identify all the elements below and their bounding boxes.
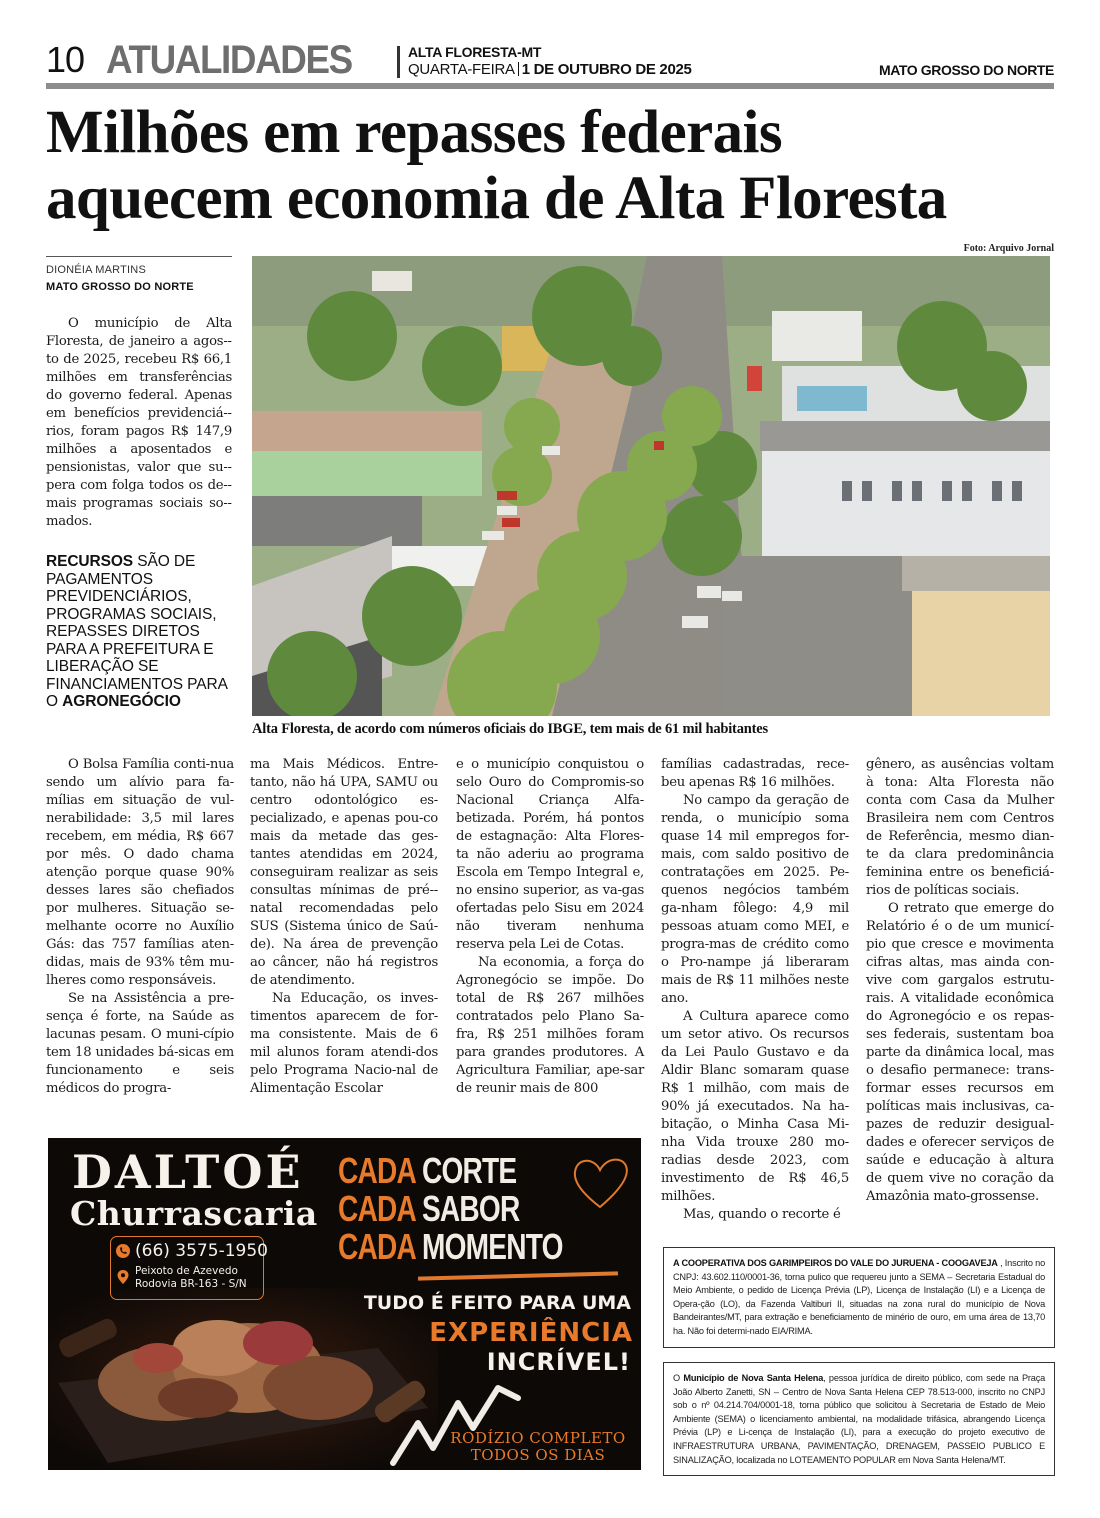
header-weekday: QUARTA-FEIRA <box>408 61 515 78</box>
header-dateline <box>408 61 692 78</box>
location-pin-icon <box>116 1270 130 1284</box>
notice-text: , Inscrito no CNPJ: 43.602.110/0001-36, torna pulico que requereu junto a SEMA – Secretaria Estadual do Meio Ambiente, o pedido de Licença Prévia (LP), Licença de Instalação (LI) e a Licença de Opera-ção (LO), da Fazenda Valtiburi II, situadas na zona rural do município de Nova Bandeirantes/MT, para extração e beneficiamento de minério de ouro, em uma área de 13,70 ha. Não foi determi-nado EIA/RIMA. <box>673 1258 1045 1336</box>
ad-rodizio <box>443 1430 633 1464</box>
heart-icon <box>568 1152 633 1212</box>
ad-slogan-line <box>338 1152 563 1190</box>
paragraph: e o município conquistou o selo Ouro do Compromis-so Nacional Criança Alfa-betizada. Porém, há pontos de estagnação: Alta Flores-ta não aderiu ao programa Escola em Tempo Integral e, no ensino superior, as va-gas ofertadas pelo Sisu em 2024 não tiveram nenhuma reserva pela Lei de Cotas. <box>456 757 644 952</box>
header-date: 1 DE OUTUBRO DE 2025 <box>521 61 692 78</box>
article-column-5 <box>866 756 1054 1206</box>
phone-icon <box>116 1244 130 1258</box>
ad-address-line-2: Rodovia BR-163 - S/N <box>135 1278 247 1290</box>
slogan-cada: CADA <box>338 1226 415 1267</box>
legal-notice-nova-santa-helena <box>663 1362 1055 1476</box>
grilled-meat-image <box>48 1288 438 1470</box>
ad-brand: DALTOÉ <box>72 1145 304 1199</box>
notice-entity: Município de Nova Santa Helena <box>683 1373 824 1383</box>
slogan-cada: CADA <box>338 1188 415 1229</box>
section-title: ATUALIDADES <box>106 38 352 82</box>
paragraph: gênero, as ausências voltam à tona: Alta Floresta não conta com Casa da Mulher Brasileira nem com Centros de Referência, mesmo dian-te da clara predominância feminina entre os beneficiá-rios de políticas sociais. <box>866 757 1054 898</box>
paragraph: A Cultura aparece como um setor ativo. Os recursos da Lei Paulo Gustavo e da Aldir Blanc somaram quase R$ 1 milhão, com mais de 90% já executados. Na ha-bitação, o Minha Casa Mi-nha Vida trouxe 280 mo-radias desde 2023, com investimento de R$ 46,5 milhões. <box>661 1009 849 1204</box>
author-source: MATO GROSSO DO NORTE <box>46 281 194 293</box>
ad-brush-underline <box>418 1271 618 1280</box>
pull-quote-bold-start: RECURSOS <box>46 553 134 570</box>
lead-text: O município de Alta Floresta, de janeiro a agos-to de 2025, recebeu R$ 66,1 milhões em transferências do governo federal. Apenas em benefícios previdenciá-rios, foram pagos R$ 147,9 milhões a aposentados e pensionistas, valor que su-pera com folga todos os de-mais programas sociais so-mados. <box>46 316 232 529</box>
ad-address-line-1: Peixoto de Azevedo <box>135 1265 238 1277</box>
lead-paragraph <box>46 315 232 531</box>
slogan-cada: CADA <box>338 1150 415 1191</box>
byline-rule <box>46 256 232 257</box>
ad-contact-box <box>110 1236 268 1300</box>
page-number: 10 <box>46 39 85 80</box>
photo-caption: Alta Floresta, de acordo com números oficiais do IBGE, tem mais de 61 mil habitantes <box>252 721 768 737</box>
paragraph: Se na Assistência a pre-sença é forte, na Saúde as lacunas pesam. O muni-cípio tem 18 unidades bá-sicas em funcionamento e seis médicos do progra- <box>46 991 234 1096</box>
paragraph: O retrato que emerge do Relatório é o de um municí-pio que cresce e movimenta cifras altas, mas ainda con-vive com gargalos estrutu-rais. A vitalidade econômica do Agronegócio e os repas-ses federais, sustentam boa parte da dinâmica local, mas o desafio permanece: trans-formar esses recursos em políticas mais inclusivas, ca-pazes de reduzir desigual-dades e oferecer serviços de saúde e educação à altura de quem vive no coração da Amazônia mato-grossense. <box>866 901 1054 1204</box>
ad-phone: (66) 3575-1950 <box>135 1241 268 1261</box>
paragraph: O Bolsa Família conti-nua sendo um alívio para fa-mílias em situação de vul-nerabilidade: 3,5 mil lares recebem, em média, R$ 667 por mês. O dado chama atenção porque quase 90% desses lares são chefiados por mulheres. Situação se-melhante ocorre no Auxílio Gás: das 757 famílias aten-didas, mais de 93% têm mu-lheres como responsáveis. <box>46 757 234 988</box>
notice-prefix: O <box>673 1373 684 1383</box>
city-aerial-photo <box>252 256 1050 716</box>
slogan-word: SABOR <box>421 1188 520 1229</box>
ad-slogan <box>338 1152 563 1266</box>
paragraph: Mas, quando o recorte é <box>683 1207 841 1222</box>
article-column-1 <box>46 756 234 1098</box>
paragraph: famílias cadastradas, rece-beu apenas R$ 16 milhões. <box>661 757 849 790</box>
slogan-word: CORTE <box>421 1150 517 1191</box>
pull-quote-bold-end: AGRONEGÓCIO <box>62 693 181 710</box>
ad-tagline-1: TUDO É FEITO PARA UMA <box>363 1292 631 1314</box>
header-divider <box>397 46 400 78</box>
article-photo <box>252 256 1050 716</box>
ad-slogan-line <box>338 1190 563 1228</box>
article-column-2 <box>250 756 438 1098</box>
author-name: DIONÉIA MARTINS <box>46 264 146 276</box>
ad-tagline-3: INCRÍVEL! <box>486 1348 631 1376</box>
ad-rodizio-line-2: TODOS OS DIAS <box>470 1446 606 1464</box>
pull-quote <box>46 553 236 711</box>
paragraph: No campo da geração de renda, o município soma quase 14 mil empregos for-mais, com saldo positivo de contratações em 2025. Pe-quenos negócios também ga-nham fôlego: 4,9 mil pessoas atuam como MEI, e progra-mas de crédito como o Pro-nampe já liberaram mais de R$ 11 milhões neste ano. <box>661 793 849 1006</box>
advertisement-daltoe <box>48 1138 641 1470</box>
notice-entity: A COOPERATIVA DOS GARIMPEIROS DO VALE DO JURUENA - COOGAVEJA <box>673 1258 998 1268</box>
article-column-3 <box>456 756 644 1098</box>
ad-address <box>135 1265 247 1291</box>
ad-subtitle: Churrascaria <box>70 1194 318 1233</box>
paragraph: ma Mais Médicos. Entre-tanto, não há UPA, SAMU ou centro odontológico es-pecializado, e apenas pou-co mais da metade das ges-tantes atendidas em 2024, conseguiram realizar as seis consultas mínimas de pré--natal recomendadas pelo SUS (Sistema único de Saú-de). Na área de prevenção ao câncer, não há registros de atendimento. <box>250 757 438 988</box>
paragraph: Na economia, a força do Agronegócio se impõe. Do total de R$ 267 milhões contratados pelo Plano Sa-fra, R$ 251 milhões foram para grandes produtores. A Agricultura Familiar, ape-sar de reunir mais de 800 <box>456 955 644 1096</box>
headline <box>46 100 1056 232</box>
header-region: MATO GROSSO DO NORTE <box>878 62 1054 78</box>
notice-text: , pessoa jurídica de direito público, com sede na Praça João Alberto Zanetti, SN – Centro de Nova Santa Helena CEP 78.513-000, inscrito no CNPJ sob o nº 04.214.704/0001-18, torna público que solicitou à Secretaria de Estado de Meio Ambiente (SEMA) o licenciamento ambiental, na modalidade trifásica, abrangendo Licença Prévia (LP) e Li-cença de Instalação (LI), para a execução do projeto executivo de INFRAESTRUTURA URBANA, PAVIMENTAÇÃO, DRENAGEM, PASSEIO PUBLICO E SINALIZAÇÃO, localizada no LOTEAMENTO POPULAR em Nova Santa Helena/MT. <box>673 1373 1045 1465</box>
header-rule <box>46 83 1054 89</box>
ad-slogan-line <box>338 1228 563 1266</box>
dateline-separator <box>518 62 519 76</box>
ad-tagline-2: EXPERIÊNCIA <box>429 1318 633 1348</box>
legal-notice-coogaveja <box>663 1247 1055 1348</box>
slogan-word: MOMENTO <box>421 1226 563 1267</box>
header-city: ALTA FLORESTA-MT <box>408 44 542 60</box>
headline-line-2: aquecem economia de Alta Floresta <box>46 165 947 232</box>
ad-rodizio-line-1: RODÍZIO COMPLETO <box>450 1429 626 1447</box>
photo-credit: Foto: Arquivo Jornal <box>963 243 1054 254</box>
pull-quote-text: SÃO DE PAGAMENTOS PREVIDENCIÁRIOS, PROGRAMAS SOCIAIS, REPASSES DIRETOS PARA A PREFEITURA E LIBERAÇÃO SE FINANCIAMENTOS PARA O <box>46 553 227 710</box>
article-column-4 <box>661 756 849 1224</box>
paragraph: Na Educação, os inves-timentos aparecem de for-ma consistente. Mais de 6 mil alunos foram atendi-dos pelo Programa Nacio-nal de Alimentação Escolar <box>250 991 438 1096</box>
headline-line-1: Milhões em repasses federais <box>46 99 782 166</box>
